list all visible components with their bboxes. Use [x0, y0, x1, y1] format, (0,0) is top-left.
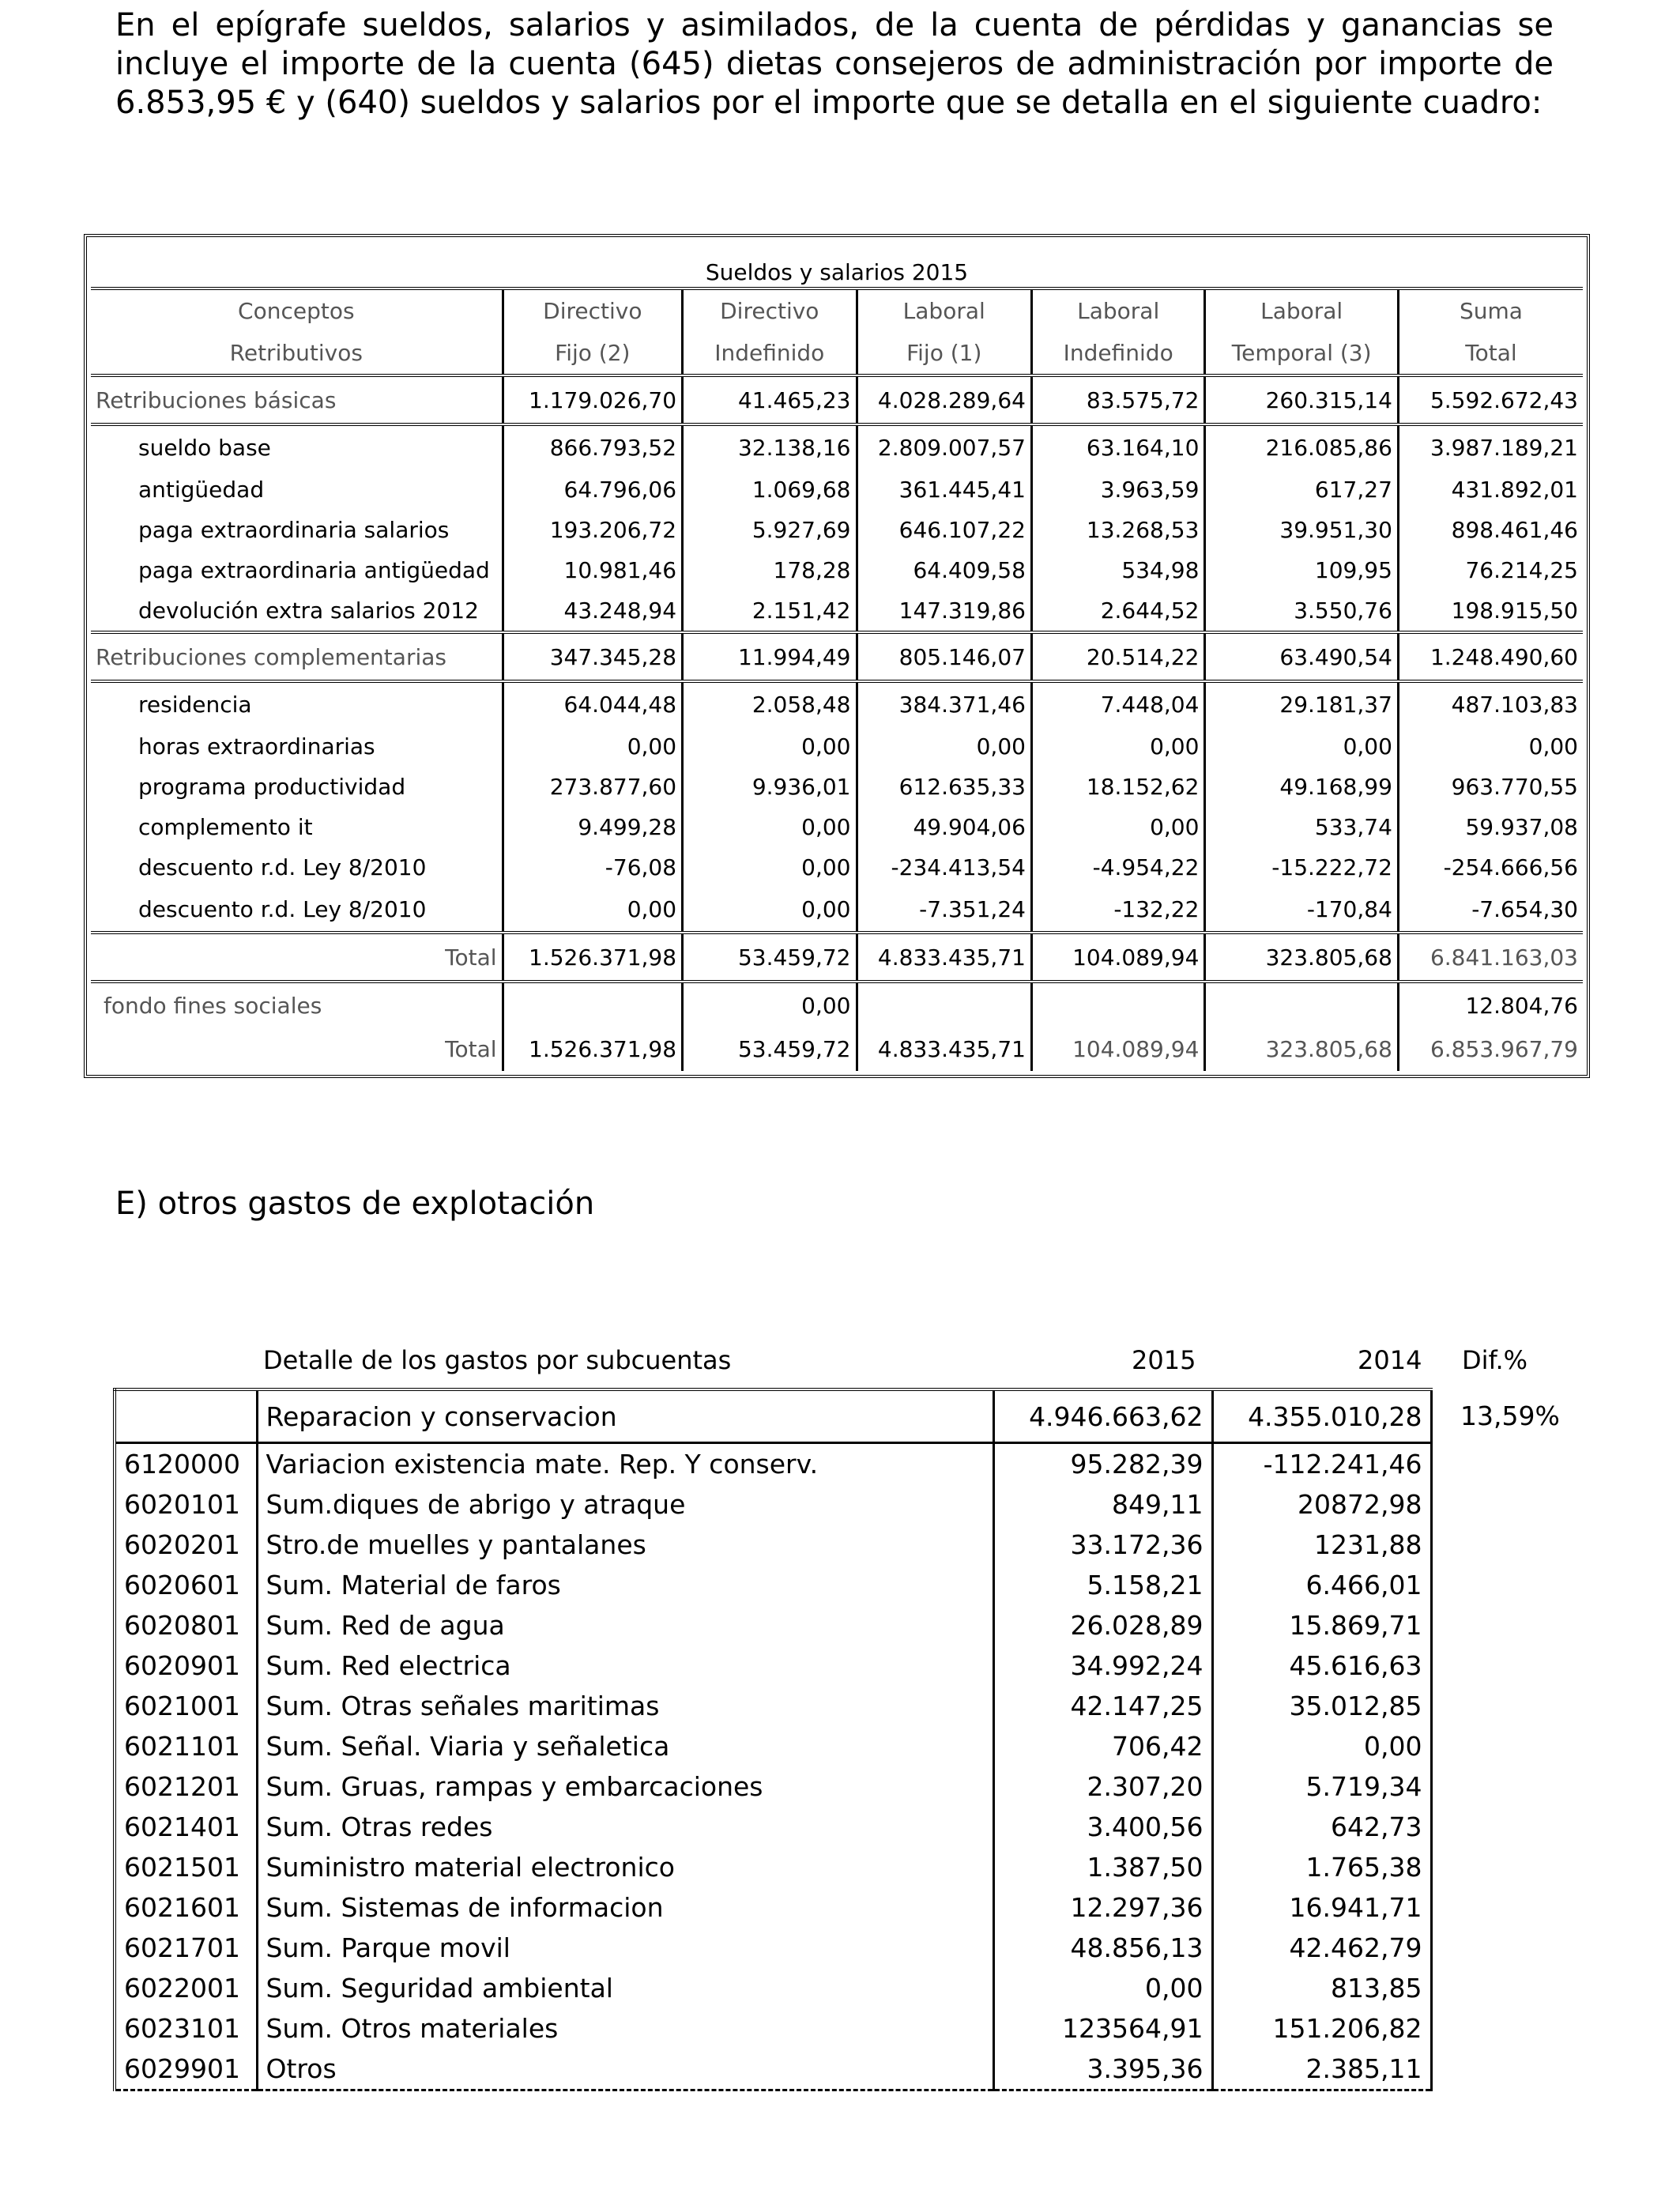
- value-2015: 48.856,13: [993, 1928, 1212, 1968]
- account-code: 6022001: [115, 1968, 257, 2008]
- cell: 323.805,68: [1205, 933, 1399, 982]
- table-row: [115, 1443, 1431, 1485]
- account-code: 6021501: [115, 1847, 257, 1887]
- cell: 866.793,52: [503, 424, 682, 469]
- header-retributivos: Retributivos: [229, 340, 363, 366]
- value-2014: 813,85: [1212, 1968, 1431, 2008]
- cell: 0,00: [1205, 726, 1399, 767]
- account-label: Stro.de muelles y pantalanes: [257, 1525, 993, 1565]
- summary-2015: 4.946.663,62: [993, 1389, 1212, 1443]
- cell: 193.206,72: [503, 510, 682, 550]
- cell: 53.459,72: [683, 1027, 857, 1071]
- value-2014: 1.765,38: [1212, 1847, 1431, 1887]
- cell: -76,08: [503, 847, 682, 888]
- table-row: [115, 1726, 1431, 1766]
- cell: [857, 982, 1031, 1027]
- salaries-title: Sueldos y salarios 2015: [91, 241, 1583, 288]
- cell: 63.164,10: [1031, 424, 1204, 469]
- cell: 4.833.435,71: [857, 933, 1031, 982]
- cell: 2.809.007,57: [857, 424, 1031, 469]
- cell: 9.499,28: [503, 807, 682, 847]
- cell: 646.107,22: [857, 510, 1031, 550]
- cell: 6.853.967,79: [1398, 1027, 1583, 1071]
- expenses-header-2014: 2014: [1358, 1345, 1422, 1375]
- cell: 63.490,54: [1205, 632, 1399, 681]
- salaries-table: [84, 234, 1590, 1078]
- value-2014: 16.941,71: [1212, 1887, 1431, 1928]
- cell: 6.841.163,03: [1398, 933, 1583, 982]
- cell: 64.409,58: [857, 550, 1031, 590]
- cell: 2.151,42: [683, 590, 857, 632]
- cell: 3.987.189,21: [1398, 424, 1583, 469]
- cell: 273.877,60: [503, 767, 682, 807]
- row-total-1: [91, 933, 1583, 982]
- header-suma: Suma: [1398, 288, 1583, 332]
- cell: 32.138,16: [683, 424, 857, 469]
- expenses-table: [113, 1388, 1430, 2091]
- table-row: [91, 681, 1583, 726]
- header-indefinido: Indefinido: [683, 332, 857, 375]
- table-row: [115, 1807, 1431, 1847]
- account-label: Sum. Parque movil: [257, 1928, 993, 1968]
- account-code: 6020801: [115, 1605, 257, 1646]
- table-row: [91, 590, 1583, 632]
- account-label: Sum. Material de faros: [257, 1565, 993, 1605]
- table-row: [115, 2049, 1431, 2090]
- table-row: [91, 847, 1583, 888]
- value-2015: 34.992,24: [993, 1646, 1212, 1686]
- cell: [1205, 982, 1399, 1027]
- account-code: 6020201: [115, 1525, 257, 1565]
- account-code: 6021401: [115, 1807, 257, 1847]
- table-row: [91, 767, 1583, 807]
- cell: 805.146,07: [857, 632, 1031, 681]
- total-label: Total: [91, 933, 503, 982]
- cell: 898.461,46: [1398, 510, 1583, 550]
- header-temporal-3: Temporal (3): [1205, 332, 1399, 375]
- account-label: Sum. Red electrica: [257, 1646, 993, 1686]
- value-2014: 5.719,34: [1212, 1766, 1431, 1807]
- cell: 10.981,46: [503, 550, 682, 590]
- cell: 0,00: [1398, 726, 1583, 767]
- account-label: Sum. Seguridad ambiental: [257, 1968, 993, 2008]
- value-2015: 706,42: [993, 1726, 1212, 1766]
- cell: 361.445,41: [857, 469, 1031, 510]
- cell: 178,28: [683, 550, 857, 590]
- cell: 7.448,04: [1031, 681, 1204, 726]
- cell: 13.268,53: [1031, 510, 1204, 550]
- cell: 109,95: [1205, 550, 1399, 590]
- summary-label: Reparacion y conservacion: [257, 1389, 993, 1443]
- table-row: [91, 469, 1583, 510]
- cell: -7.654,30: [1398, 888, 1583, 933]
- cell: 49.168,99: [1205, 767, 1399, 807]
- cell: 1.179.026,70: [503, 375, 682, 424]
- row-label: Retribuciones básicas: [91, 375, 503, 424]
- cell: 3.550,76: [1205, 590, 1399, 632]
- value-2015: 1.387,50: [993, 1847, 1212, 1887]
- cell: 0,00: [857, 726, 1031, 767]
- account-label: Sum. Señal. Viaria y señaletica: [257, 1726, 993, 1766]
- account-label: Suministro material electronico: [257, 1847, 993, 1887]
- cell: 41.465,23: [683, 375, 857, 424]
- table-row: [115, 1887, 1431, 1928]
- table-row: [91, 807, 1583, 847]
- value-2014: 151.206,82: [1212, 2008, 1431, 2049]
- row-retribuciones-complementarias: [91, 632, 1583, 681]
- cell: 384.371,46: [857, 681, 1031, 726]
- table-row: [115, 1968, 1431, 2008]
- cell: 49.904,06: [857, 807, 1031, 847]
- table-row: [115, 1928, 1431, 1968]
- table-row: [91, 424, 1583, 469]
- account-code: 6020101: [115, 1484, 257, 1525]
- table-row: [91, 550, 1583, 590]
- cell: 29.181,37: [1205, 681, 1399, 726]
- table-row: [115, 1686, 1431, 1726]
- cell: 0,00: [683, 982, 857, 1027]
- table-row: [115, 1646, 1431, 1686]
- cell: 83.575,72: [1031, 375, 1204, 424]
- value-2015: 12.297,36: [993, 1887, 1212, 1928]
- account-code: 6023101: [115, 2008, 257, 2049]
- cell: 0,00: [1031, 807, 1204, 847]
- table-row: [115, 1484, 1431, 1525]
- account-label: Sum. Red de agua: [257, 1605, 993, 1646]
- row-fondo-fines-sociales: [91, 982, 1583, 1027]
- account-label: Otros: [257, 2049, 993, 2090]
- cell: 4.833.435,71: [857, 1027, 1031, 1071]
- row-reparacion-conservacion: [115, 1389, 1431, 1443]
- intro-paragraph: En el epígrafe sueldos, salarios y asimilados, de la cuenta de pérdidas y ganancias se incluye el importe de la cuenta (645) dietas consejeros de administración por importe de 6.853,95 € y (640) sueldos y salarios por el importe que se detalla en el siguiente cuadro:: [115, 7, 1554, 121]
- cell: 1.069,68: [683, 469, 857, 510]
- value-2015: 33.172,36: [993, 1525, 1212, 1565]
- row-label: descuento r.d. Ley 8/2010: [138, 854, 427, 880]
- row-label: descuento r.d. Ley 8/2010: [138, 896, 427, 922]
- cell: 147.319,86: [857, 590, 1031, 632]
- cell: 18.152,62: [1031, 767, 1204, 807]
- account-code: 6020901: [115, 1646, 257, 1686]
- cell: 431.892,01: [1398, 469, 1583, 510]
- account-label: Sum. Otras señales maritimas: [257, 1686, 993, 1726]
- cell: 0,00: [1031, 726, 1204, 767]
- cell: 104.089,94: [1031, 1027, 1204, 1071]
- table-row: [115, 1766, 1431, 1807]
- header-laboral-temporal: Laboral: [1205, 288, 1399, 332]
- cell: 260.315,14: [1205, 375, 1399, 424]
- account-label: Variacion existencia mate. Rep. Y conserv.: [257, 1443, 993, 1485]
- value-2015: 3.400,56: [993, 1807, 1212, 1847]
- expenses-header-2015: 2015: [1132, 1345, 1196, 1375]
- expenses-header-dif: Dif.%: [1462, 1345, 1528, 1375]
- cell: -132,22: [1031, 888, 1204, 933]
- cell: 0,00: [683, 847, 857, 888]
- account-code: 6020601: [115, 1565, 257, 1605]
- cell: -7.351,24: [857, 888, 1031, 933]
- account-code: 6021201: [115, 1766, 257, 1807]
- value-2014: 1231,88: [1212, 1525, 1431, 1565]
- summary-dif: 13,59%: [1460, 1400, 1560, 1431]
- cell: 9.936,01: [683, 767, 857, 807]
- row-label: paga extraordinaria antigüedad: [138, 557, 490, 583]
- cell: 617,27: [1205, 469, 1399, 510]
- row-retribuciones-basicas: [91, 375, 1583, 424]
- value-2015: 2.307,20: [993, 1766, 1212, 1807]
- value-2015: 3.395,36: [993, 2049, 1212, 2090]
- cell: 1.526.371,98: [503, 933, 682, 982]
- account-code: 6029901: [115, 2049, 257, 2090]
- account-label: Sum. Otras redes: [257, 1807, 993, 1847]
- row-label: devolución extra salarios 2012: [138, 598, 479, 624]
- value-2015: 95.282,39: [993, 1443, 1212, 1485]
- cell: 39.951,30: [1205, 510, 1399, 550]
- value-2014: 20872,98: [1212, 1484, 1431, 1525]
- cell: 12.804,76: [1398, 982, 1583, 1027]
- table-row: [115, 1605, 1431, 1646]
- table-row: [115, 1847, 1431, 1887]
- cell: 0,00: [503, 888, 682, 933]
- table-row: [115, 1565, 1431, 1605]
- account-code: 6021701: [115, 1928, 257, 1968]
- value-2015: 123564,91: [993, 2008, 1212, 2049]
- account-code: 6021001: [115, 1686, 257, 1726]
- header-total: Total: [1398, 332, 1583, 375]
- value-2014: 35.012,85: [1212, 1686, 1431, 1726]
- expenses-header: [0, 1345, 1680, 1380]
- table-row: [91, 888, 1583, 933]
- cell: -15.222,72: [1205, 847, 1399, 888]
- value-2014: 2.385,11: [1212, 2049, 1431, 2090]
- cell: 64.796,06: [503, 469, 682, 510]
- cell: 76.214,25: [1398, 550, 1583, 590]
- cell: 2.644,52: [1031, 590, 1204, 632]
- value-2015: 5.158,21: [993, 1565, 1212, 1605]
- cell: 533,74: [1205, 807, 1399, 847]
- value-2015: 42.147,25: [993, 1686, 1212, 1726]
- cell: 347.345,28: [503, 632, 682, 681]
- cell: [503, 982, 682, 1027]
- row-label: antigüedad: [138, 477, 265, 503]
- row-label: horas extraordinarias: [138, 733, 375, 760]
- cell: -234.413,54: [857, 847, 1031, 888]
- account-code: 6120000: [115, 1443, 257, 1485]
- value-2014: -112.241,46: [1212, 1443, 1431, 1485]
- row-total-2: [91, 1027, 1583, 1071]
- header-fijo-2: Fijo (2): [503, 332, 682, 375]
- cell: 64.044,48: [503, 681, 682, 726]
- section-e-heading: E) otros gastos de explotación: [115, 1186, 595, 1222]
- row-label: complemento it: [138, 814, 313, 840]
- cell: 1.526.371,98: [503, 1027, 682, 1071]
- cell: 4.028.289,64: [857, 375, 1031, 424]
- total-label: Total: [445, 1036, 497, 1062]
- row-label: residencia: [138, 692, 252, 718]
- cell: 11.994,49: [683, 632, 857, 681]
- cell: 53.459,72: [683, 933, 857, 982]
- cell: -4.954,22: [1031, 847, 1204, 888]
- cell: 3.963,59: [1031, 469, 1204, 510]
- summary-2014: 4.355.010,28: [1212, 1389, 1431, 1443]
- header-fijo-1: Fijo (1): [857, 332, 1031, 375]
- cell: 59.937,08: [1398, 807, 1583, 847]
- account-label: Sum. Otros materiales: [257, 2008, 993, 2049]
- cell: 963.770,55: [1398, 767, 1583, 807]
- row-label: sueldo base: [138, 435, 271, 461]
- cell: 0,00: [683, 888, 857, 933]
- header-laboral-fijo: Laboral: [857, 288, 1031, 332]
- header-directivo-fijo: Directivo: [503, 288, 682, 332]
- cell: -254.666,56: [1398, 847, 1583, 888]
- cell: 43.248,94: [503, 590, 682, 632]
- expenses-header-label: Detalle de los gastos por subcuentas: [263, 1345, 732, 1375]
- value-2015: 26.028,89: [993, 1605, 1212, 1646]
- value-2014: 642,73: [1212, 1807, 1431, 1847]
- account-label: Sum. Sistemas de informacion: [257, 1887, 993, 1928]
- value-2014: 42.462,79: [1212, 1928, 1431, 1968]
- cell: 0,00: [503, 726, 682, 767]
- cell: 0,00: [683, 726, 857, 767]
- value-2015: 0,00: [993, 1968, 1212, 2008]
- value-2015: 849,11: [993, 1484, 1212, 1525]
- cell: 534,98: [1031, 550, 1204, 590]
- account-code: 6021601: [115, 1887, 257, 1928]
- cell: 20.514,22: [1031, 632, 1204, 681]
- header-conceptos: Conceptos: [238, 298, 355, 324]
- value-2014: 0,00: [1212, 1726, 1431, 1766]
- cell: [1031, 982, 1204, 1027]
- value-2014: 6.466,01: [1212, 1565, 1431, 1605]
- cell: -170,84: [1205, 888, 1399, 933]
- cell: 198.915,50: [1398, 590, 1583, 632]
- table-row: [91, 510, 1583, 550]
- cell: 5.927,69: [683, 510, 857, 550]
- cell: 0,00: [683, 807, 857, 847]
- value-2014: 45.616,63: [1212, 1646, 1431, 1686]
- header-directivo-indefinido: Directivo: [683, 288, 857, 332]
- value-2014: 15.869,71: [1212, 1605, 1431, 1646]
- cell: 612.635,33: [857, 767, 1031, 807]
- table-row: [115, 1525, 1431, 1565]
- cell: 5.592.672,43: [1398, 375, 1583, 424]
- account-label: Sum. Gruas, rampas y embarcaciones: [257, 1766, 993, 1807]
- cell: 104.089,94: [1031, 933, 1204, 982]
- account-code: 6021101: [115, 1726, 257, 1766]
- row-label: fondo fines sociales: [104, 992, 322, 1019]
- table-row: [91, 726, 1583, 767]
- row-label: programa productividad: [138, 774, 406, 800]
- header-laboral-indefinido: Laboral: [1031, 288, 1204, 332]
- code-cell: [115, 1389, 257, 1443]
- header-indefinido-2: Indefinido: [1031, 332, 1204, 375]
- cell: 216.085,86: [1205, 424, 1399, 469]
- row-label: paga extraordinaria salarios: [138, 517, 450, 543]
- cell: 323.805,68: [1205, 1027, 1399, 1071]
- cell: 487.103,83: [1398, 681, 1583, 726]
- row-label: Retribuciones complementarias: [91, 632, 503, 681]
- account-label: Sum.diques de abrigo y atraque: [257, 1484, 993, 1525]
- cell: 2.058,48: [683, 681, 857, 726]
- cell: 1.248.490,60: [1398, 632, 1583, 681]
- table-row: [115, 2008, 1431, 2049]
